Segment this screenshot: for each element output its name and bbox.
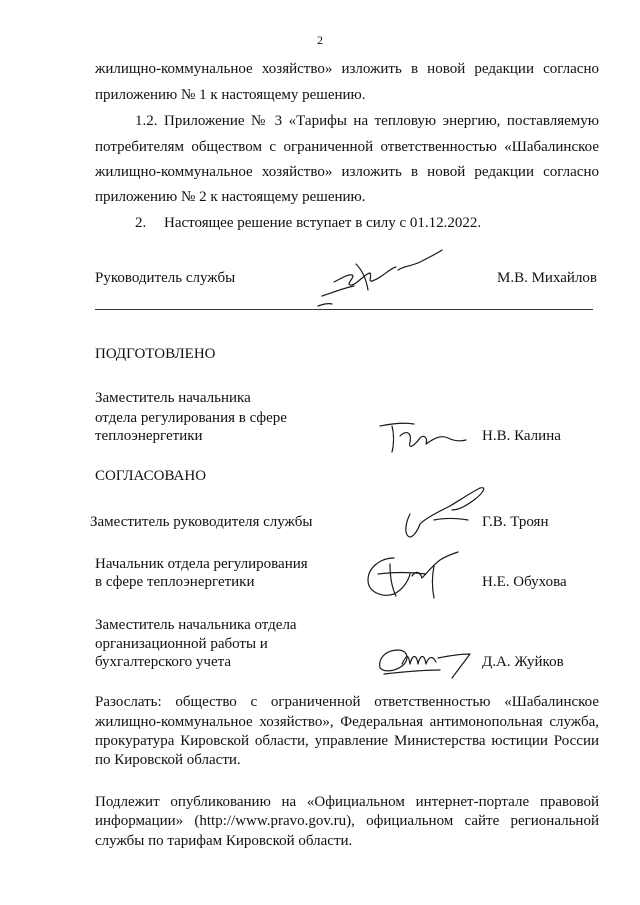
paragraph-line: приложению № 1 к настоящему решению. [95,87,366,103]
paragraph-line: приложению № 2 к настоящему решению. [95,189,366,205]
page-number: 2 [317,33,323,47]
paragraph-number: 2. [135,215,147,231]
distribution-line: жилищно-коммунальное хозяйство», Федеральная антимонопольная служба, [95,714,599,730]
distribution-line: по Кировской области. [95,752,241,768]
agreed-position-line: бухгалтерского учета [95,654,232,670]
publication-line: информации» (http://www.pravo.gov.ru), официальном сайте региональной [95,813,599,829]
agreed-position-line: Начальник отдела регулирования [95,556,308,572]
head-name: М.В. Михайлов [497,270,598,286]
paragraph-line: жилищно-коммунальное хозяйство» изложить в новой редакции согласно [95,61,599,77]
prepared-position-line: Заместитель начальника [95,390,251,406]
prepared-name: Н.В. Калина [482,428,561,444]
distribution-line: Разослать: общество с ограниченной ответственностью «Шабалинское [95,694,599,710]
publication-line: службы по тарифам Кировской области. [95,833,353,849]
agreed-name-3: Д.А. Жуйков [482,654,564,670]
agreed-position-line: Заместитель начальника отдела [95,617,297,633]
agreed-signature-3 [372,638,478,684]
prepared-position-line: теплоэнергетики [95,428,203,444]
agreed-signature-2 [360,544,464,606]
paragraph-line: 1.2. Приложение № 3 «Тарифы на тепловую энергию, поставляемую [135,113,599,129]
head-signature [312,248,452,312]
agreed-heading: СОГЛАСОВАНО [95,468,207,484]
paragraph-line: жилищно-коммунальное хозяйство» изложить в новой редакции согласно [95,164,599,180]
paragraph-line: Настоящее решение вступает в силу с 01.12.2022. [164,215,482,231]
paragraph-line: потребителям обществом с ограниченной ответственностью «Шабалинское [95,139,599,155]
prepared-heading: ПОДГОТОВЛЕНО [95,346,216,362]
agreed-signature-1 [398,480,494,542]
publication-line: Подлежит опубликованию на «Официальном интернет-портале правовой [95,794,599,810]
agreed-position-line: в сфере теплоэнергетики [95,574,255,590]
agreed-name-2: Н.Е. Обухова [482,574,567,590]
head-position: Руководитель службы [95,270,236,286]
agreed-name-1: Г.В. Троян [482,514,549,530]
prepared-position-line: отдела регулирования в сфере [95,410,287,426]
agreed-position-line: организационной работы и [95,636,268,652]
agreed-position-line: Заместитель руководителя службы [90,514,313,530]
divider-line [95,309,593,310]
prepared-signature [374,412,470,460]
distribution-line: прокуратура Кировской области, управление Министерства юстиции России [95,733,599,749]
